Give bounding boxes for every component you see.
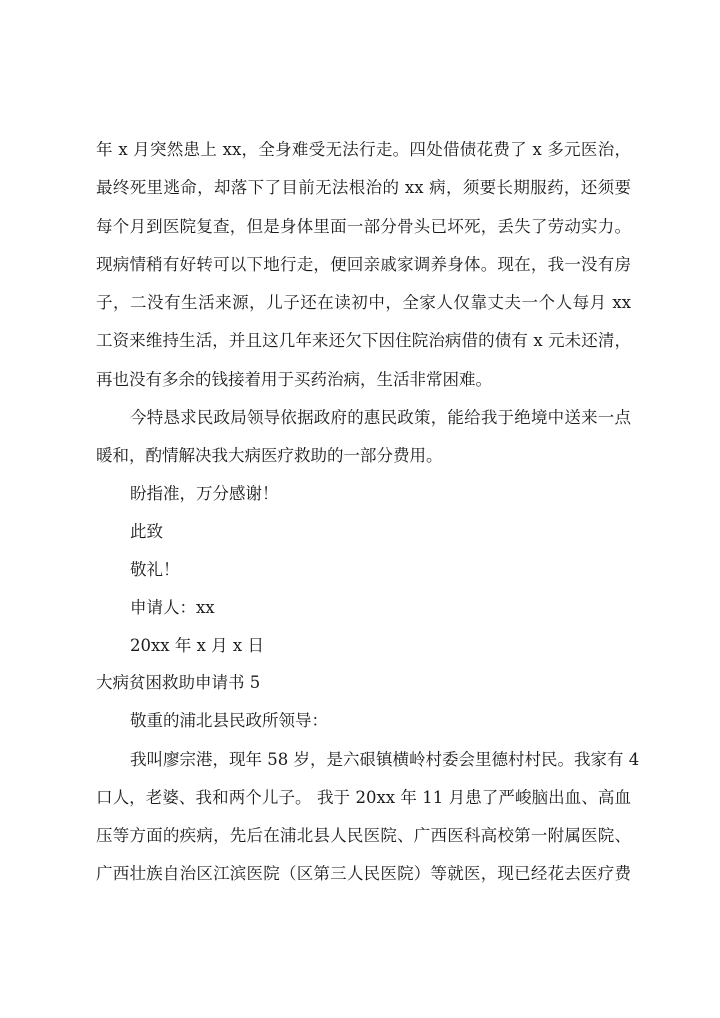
text-line: 再也没有多余的钱接着用于买药治病，生活非常困难。: [96, 370, 492, 389]
text-line: 每个月到医院复查，但是身体里面一部分骨头已坏死，丢失了劳动实力。: [96, 217, 631, 236]
salutation: 敬重的浦北县民政所领导：: [130, 711, 328, 730]
text-line: 工资来维持生活，并且这几年来还欠下因住院治病借的债有 x 元未还清，: [96, 331, 631, 350]
text-line: 暖和，酌情解决我大病医疗救助的一部分费用。: [96, 446, 443, 465]
text-line: 最终死里逃命，却落下了目前无法根治的 xx 病，须要长期服药，还须要: [96, 178, 631, 197]
text-line: 年 x 月突然患上 xx，全身难受无法行走。四处借债花费了 x 多元医治，: [96, 140, 631, 159]
text-line: 子，二没有生活来源，儿子还在读初中，全家人仅靠丈夫一个人每月 xx: [96, 293, 631, 312]
text-line: 我叫廖宗港，现年 58 岁，是六硍镇横岭村委会里德村村民。我家有 4: [130, 750, 640, 769]
closing-hope: 盼指准，万分感谢！: [130, 484, 279, 503]
applicant-line: 申请人：xx: [130, 598, 215, 617]
section-title: 大病贫困救助申请书 5: [96, 673, 261, 692]
text-line: 现病情稍有好转可以下地行走，便回亲戚家调养身体。现在，我一没有房: [96, 255, 631, 274]
text-line: 压等方面的疾病，先后在浦北县人民医院、广西医科高校第一附属医院、: [96, 826, 631, 845]
closing-zhizhi: 此致: [130, 522, 163, 541]
closing-jingli: 敬礼！: [130, 560, 180, 579]
text-line: 广西壮族自治区江滨医院（区第三人民医院）等就医，现已经花去医疗费: [96, 864, 631, 883]
text-line: 口人，老婆、我和两个儿子。 我于 20xx 年 11 月患了严峻脑出血、高血: [96, 788, 631, 807]
date-line: 20xx 年 x 月 x 日: [130, 636, 264, 655]
text-line: 今特恳求民政局领导依据政府的惠民政策，能给我于绝境中送来一点: [130, 408, 631, 427]
